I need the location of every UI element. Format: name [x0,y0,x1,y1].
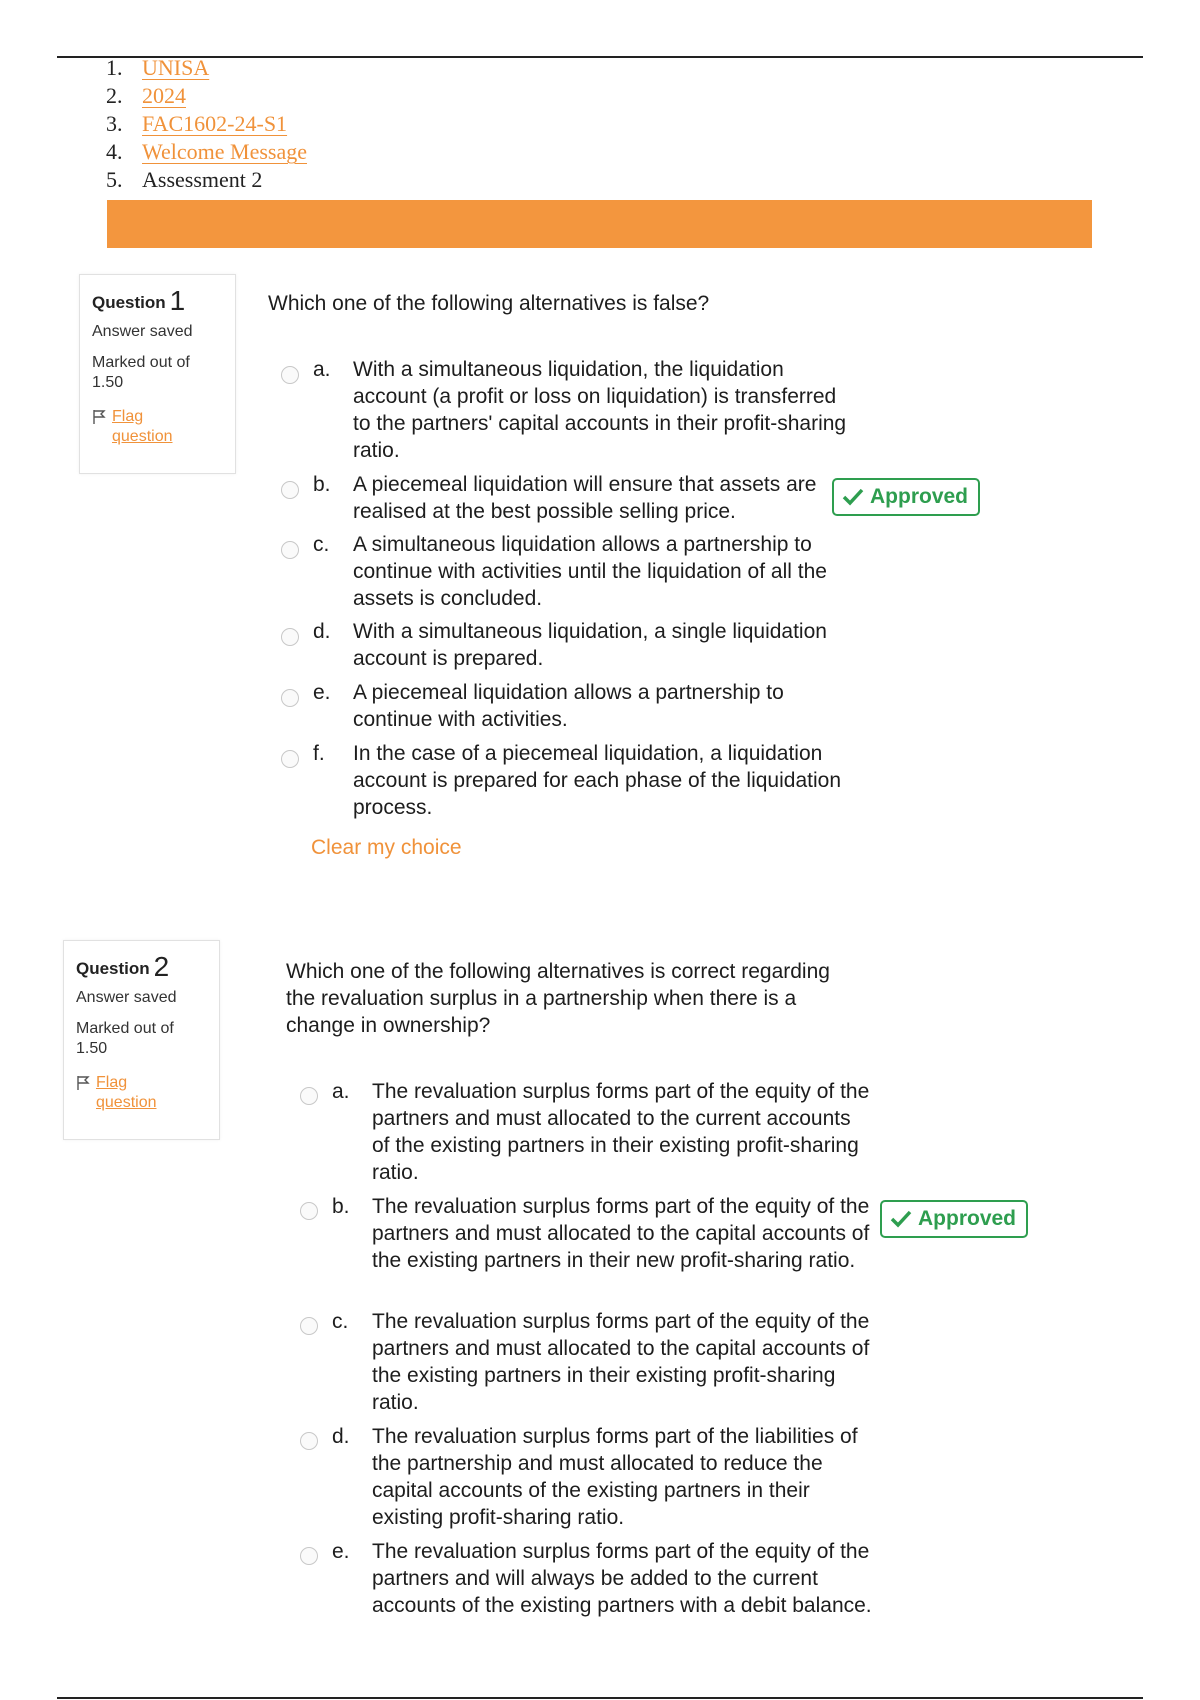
question-1-radio-e[interactable] [281,689,299,707]
question-1-answer-b[interactable]: b. A piecemeal liquidation will ensure that assets are realised at the best possible selling price. [313,473,817,523]
question-2-answer-b[interactable]: b. The revaluation surplus forms part of the equity of the partners and must allocated to the capital accounts of the existing partners in their new profit-sharing ratio. [332,1195,870,1272]
question-1-flag-button[interactable]: Flag question [92,407,235,447]
question-2-info [63,940,220,1140]
question-2-radio-d[interactable] [300,1432,318,1450]
flag-icon [76,1075,90,1091]
question-1-answer-f[interactable]: f. In the case of a piecemeal liquidation, a liquidation account is prepared for each phase of the liquidation process. [313,742,841,819]
breadcrumb-item: 2. 2024 [106,83,186,108]
checkmark-icon [890,1210,912,1228]
question-2-radio-a[interactable] [300,1087,318,1105]
question-1-answer-d[interactable]: d. With a simultaneous liquidation, a single liquidation account is prepared. [313,620,827,670]
bottom-divider [57,1697,1143,1699]
question-1-answer-c[interactable]: c. A simultaneous liquidation allows a partnership to continue with activities until the liquidation of all the assets is concluded. [313,533,827,610]
breadcrumb-link-year[interactable]: 2024 [142,83,186,108]
question-2-marks: Marked out of 1.50 [76,1020,174,1057]
breadcrumb-current: Assessment 2 [142,167,263,192]
question-1-approved-badge: Approved [832,478,980,516]
flag-icon [92,409,106,425]
breadcrumb [106,54,307,194]
question-1-radio-f[interactable] [281,750,299,768]
checkmark-icon [842,488,864,506]
breadcrumb-link-course[interactable]: FAC1602-24-S1 [142,111,288,136]
header-banner [107,200,1092,248]
question-2-answer-a[interactable]: a. The revaluation surplus forms part of the equity of the partners and must allocated to the current accounts of the existing partners in their existing profit-sharing ratio. [332,1080,870,1184]
breadcrumb-link-unisa[interactable]: UNISA [142,55,210,80]
breadcrumb-link-welcome[interactable]: Welcome Message [142,139,307,164]
question-2-text: Which one of the following alternatives is correct regarding the revaluation surplus in a partnership when there is a change in ownership? [286,960,830,1037]
question-2-answer-c[interactable]: c. The revaluation surplus forms part of the equity of the partners and must allocated to the capital accounts of the existing partners in their existing profit-sharing ratio. [332,1310,870,1414]
question-1-radio-c[interactable] [281,541,299,559]
question-1-radio-d[interactable] [281,628,299,646]
clear-my-choice-link[interactable]: Clear my choice [311,836,462,859]
question-1-radio-b[interactable] [281,481,299,499]
question-1-state: Answer saved [92,323,193,340]
question-1-text: Which one of the following alternatives is false? [268,292,710,315]
question-2-radio-c[interactable] [300,1317,318,1335]
question-2-flag-button[interactable]: Flag question [76,1073,219,1113]
question-2-state: Answer saved [76,989,177,1006]
question-1-marks: Marked out of 1.50 [92,354,190,391]
question-1-answer-a[interactable]: a. With a simultaneous liquidation, the liquidation account (a profit or loss on liquidation) is transferred to the partners' capital accounts in their profit-sharing ratio. [313,358,847,462]
breadcrumb-item: 3. FAC1602-24-S1 [106,111,288,136]
breadcrumb-item: 4. Welcome Message [106,139,307,164]
question-2-answer-d[interactable]: d. The revaluation surplus forms part of the liabilities of the partnership and must allocated to reduce the capital accounts of the existing partners in their existing profit-sharing ratio. [332,1425,858,1529]
question-1-info [79,274,236,474]
question-1-title: Question 1 [92,285,186,316]
question-2-answer-e[interactable]: e. The revaluation surplus forms part of the equity of the partners and will always be added to the current accounts of the existing partners with a debit balance. [332,1540,872,1617]
question-2-title: Question 2 [76,951,170,982]
question-2-approved-badge: Approved [880,1200,1028,1238]
question-1-radio-a[interactable] [281,366,299,384]
question-1-answer-e[interactable]: e. A piecemeal liquidation allows a partnership to continue with activities. [313,681,784,731]
question-2-radio-b[interactable] [300,1202,318,1220]
question-2-radio-e[interactable] [300,1547,318,1565]
breadcrumb-item: 5. Assessment 2 [106,167,263,192]
breadcrumb-item: 1. UNISA [106,55,210,80]
